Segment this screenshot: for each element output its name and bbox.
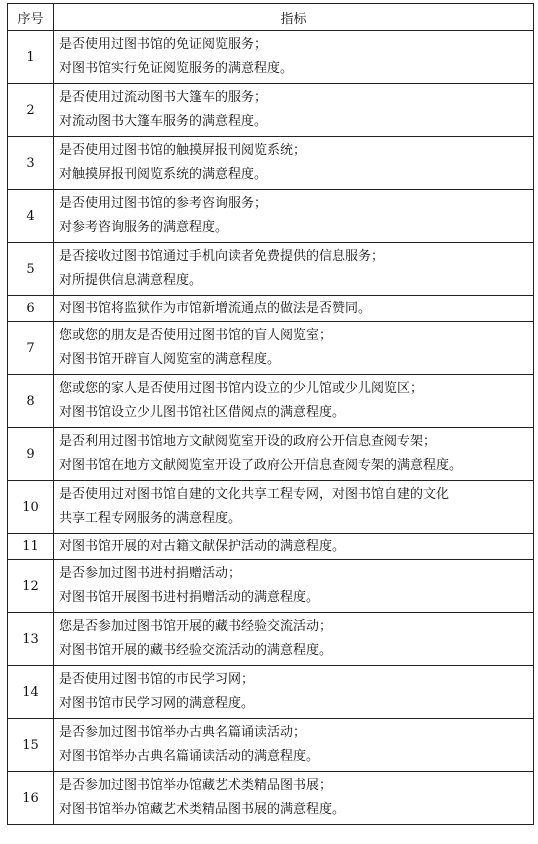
indicator-line: 对图书馆开展的藏书经验交流活动的满意程度。 xyxy=(59,643,333,658)
indicator-line: 对图书馆开辟盲人阅览室的满意程度。 xyxy=(59,352,281,367)
row-number: 15 xyxy=(8,719,54,772)
row-number: 4 xyxy=(8,190,54,243)
indicator-line: 是否使用过图书馆的免证阅览服务； xyxy=(59,37,268,52)
indicator-cell xyxy=(54,31,534,84)
table-row xyxy=(8,560,534,613)
row-number: 10 xyxy=(8,481,54,534)
indicator-line: 是否使用过图书馆的参考咨询服务； xyxy=(59,196,268,211)
indicator-cell xyxy=(54,534,534,560)
row-number: 11 xyxy=(8,534,54,560)
indicator-cell xyxy=(54,322,534,375)
indicator-line: 是否利用过图书馆地方文献阅览室开设的政府公开信息查阅专架； xyxy=(59,434,437,449)
header-row xyxy=(8,4,534,31)
table-row xyxy=(8,613,534,666)
indicator-line: 是否接收过图书馆通过手机向读者免费提供的信息服务； xyxy=(59,249,385,264)
row-number: 5 xyxy=(8,243,54,296)
table-row xyxy=(8,719,534,772)
indicator-cell xyxy=(54,190,534,243)
row-number: 1 xyxy=(8,31,54,84)
table-row xyxy=(8,137,534,190)
row-number: 16 xyxy=(8,772,54,825)
indicator-line: 共享工程专网服务的满意程度。 xyxy=(59,511,242,526)
indicator-cell xyxy=(54,243,534,296)
indicator-line: 对触摸屏报刊阅览系统的满意程度。 xyxy=(59,167,268,182)
table-row xyxy=(8,31,534,84)
indicator-line: 是否使用过图书馆的触摸屏报刊阅览系统； xyxy=(59,143,307,158)
row-number: 3 xyxy=(8,137,54,190)
indicator-line: 对图书馆实行免证阅览服务的满意程度。 xyxy=(59,61,294,76)
indicator-cell xyxy=(54,613,534,666)
indicator-line: 是否参加过图书进村捐赠活动； xyxy=(59,566,242,581)
indicator-line: 是否参加过图书馆举办古典名篇诵读活动； xyxy=(59,725,307,740)
indicator-line: 您或您的朋友是否使用过图书馆的盲人阅览室； xyxy=(59,328,333,343)
indicator-cell xyxy=(54,137,534,190)
table-row xyxy=(8,481,534,534)
table-row xyxy=(8,428,534,481)
indicator-cell xyxy=(54,296,534,322)
indicator-line: 是否使用过对图书馆自建的文化共享工程专网，对图书馆自建的文化 xyxy=(59,487,450,502)
indicator-line: 对图书馆开展图书进村捐赠活动的满意程度。 xyxy=(59,590,320,605)
indicator-line: 对流动图书大篷车服务的满意程度。 xyxy=(59,114,268,129)
row-number: 12 xyxy=(8,560,54,613)
indicator-line: 对参考咨询服务的满意程度。 xyxy=(59,220,229,235)
row-number: 13 xyxy=(8,613,54,666)
table-row xyxy=(8,322,534,375)
indicator-cell xyxy=(54,719,534,772)
indicator-line: 对图书馆举办古典名篇诵读活动的满意程度。 xyxy=(59,749,320,764)
table-row xyxy=(8,666,534,719)
indicator-line: 您是否参加过图书馆开展的藏书经验交流活动； xyxy=(59,619,333,634)
indicator-line: 是否参加过图书馆举办馆藏艺术类精品图书展； xyxy=(59,778,333,793)
row-number: 9 xyxy=(8,428,54,481)
indicator-cell xyxy=(54,772,534,825)
header-indicator: 指标 xyxy=(54,4,534,31)
table-row xyxy=(8,534,534,560)
indicator-line: 对所提供信息满意程度。 xyxy=(59,273,203,288)
indicator-line: 对图书馆在地方文献阅览室开设了政府公开信息查阅专架的满意程度。 xyxy=(59,458,463,473)
row-number: 8 xyxy=(8,375,54,428)
indicator-cell xyxy=(54,375,534,428)
indicator-cell xyxy=(54,666,534,719)
header-serial-number: 序号 xyxy=(8,4,54,31)
row-number: 6 xyxy=(8,296,54,322)
row-number: 7 xyxy=(8,322,54,375)
indicator-line: 对图书馆市民学习网的满意程度。 xyxy=(59,696,255,711)
indicator-line: 您或您的家人是否使用过图书馆内设立的少儿馆或少儿阅览区； xyxy=(59,381,424,396)
indicator-cell xyxy=(54,560,534,613)
indicator-line: 是否使用过流动图书大篷车的服务； xyxy=(59,90,268,105)
row-number: 14 xyxy=(8,666,54,719)
table-row xyxy=(8,84,534,137)
indicator-line: 对图书馆开展的对古籍文献保护活动的满意程度。 xyxy=(59,539,346,554)
table-row xyxy=(8,772,534,825)
indicator-cell xyxy=(54,481,534,534)
table-row xyxy=(8,296,534,322)
indicator-table xyxy=(7,3,534,825)
table-row xyxy=(8,375,534,428)
indicator-line: 是否使用过图书馆的市民学习网； xyxy=(59,672,255,687)
table-row xyxy=(8,190,534,243)
table-body xyxy=(8,31,534,825)
table-row xyxy=(8,243,534,296)
indicator-line: 对图书馆设立少儿图书馆社区借阅点的满意程度。 xyxy=(59,405,346,420)
indicator-cell xyxy=(54,84,534,137)
indicator-cell xyxy=(54,428,534,481)
row-number: 2 xyxy=(8,84,54,137)
indicator-line: 对图书馆举办馆藏艺术类精品图书展的满意程度。 xyxy=(59,802,346,817)
indicator-line: 对图书馆将监狱作为市馆新增流通点的做法是否赞同。 xyxy=(59,301,372,316)
